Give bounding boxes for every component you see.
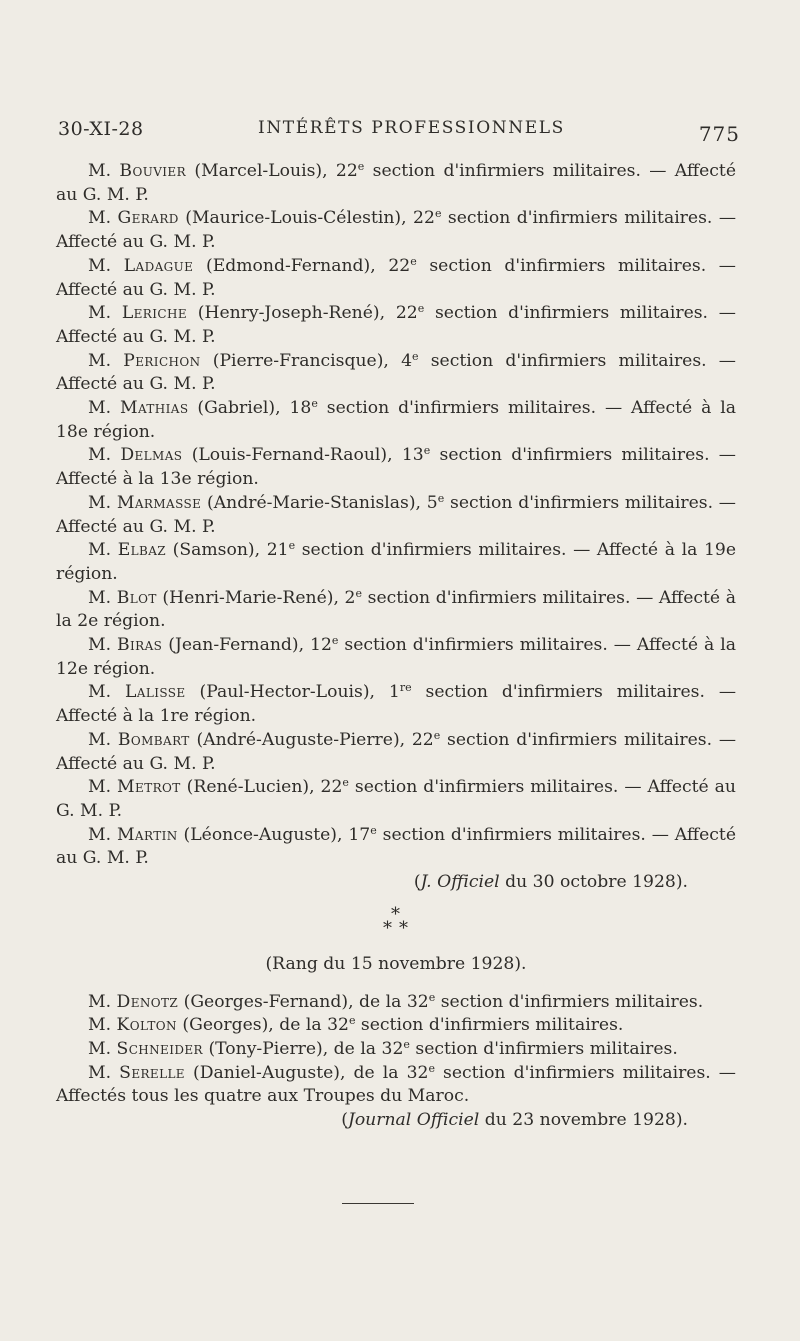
entry-details: (Henry-Joseph-René), 22 [197, 303, 418, 324]
entry-prefix: M. [88, 303, 112, 324]
entry-details: (Gabriel), 18 [197, 398, 312, 419]
document-body [56, 160, 736, 1133]
entry-name: Delmas [120, 445, 183, 466]
entry-rest: section d'infirmiers militaires. — Affectés tous les quatre aux Troupes du Maroc. [56, 1062, 736, 1107]
entry-rest: section d'infirmiers militaires. — Affecté au G. M. P. [56, 208, 737, 253]
appointment-entry [56, 207, 736, 254]
entry-sup: e [412, 349, 419, 363]
header-title: INTÉRÊTS PROFESSIONNELS [258, 118, 565, 138]
appointment-entry [56, 444, 736, 491]
appointment-entry [56, 539, 736, 586]
entry-sup: e [370, 823, 377, 837]
appointment-list-november [56, 991, 736, 1110]
entry-rest: section d'infirmiers militaires. [355, 1015, 624, 1036]
appointment-entry [56, 776, 736, 823]
entry-sup: e [433, 728, 441, 742]
entry-prefix: M. [88, 1015, 112, 1036]
appointment-entry [56, 255, 736, 302]
page-header [58, 118, 740, 150]
entry-rest: section d'infirmiers militaires. — Affecté au G. M. P. [56, 161, 736, 205]
asterisk-right: * [399, 917, 408, 939]
entry-sup: e [348, 1014, 356, 1028]
entry-sup: e [410, 254, 417, 268]
entry-sup: e [357, 160, 365, 173]
entry-details: (André-Marie-Stanislas), 5 [207, 492, 438, 513]
entry-name: Mathias [119, 398, 189, 419]
appointment-entry [56, 1038, 736, 1062]
entry-name: Bombart [117, 729, 190, 750]
entry-rest: section d'infirmiers militaires. — Affecté au G. M. P. [56, 492, 736, 537]
appointment-entry [56, 160, 736, 207]
header-date: 30-XI-28 [58, 118, 144, 140]
entry-rest: section d'infirmiers militaires. — Affecté à la 13e région. [56, 445, 736, 490]
rank-date-heading: (Rang du 15 novembre 1928). [265, 953, 527, 974]
entry-prefix: M. [88, 824, 112, 845]
entry-details: (Henri-Marie-René), 2 [162, 587, 356, 608]
appointment-entry [56, 302, 736, 349]
entry-name: Lalisse [124, 682, 186, 703]
entry-sup: e [355, 586, 362, 600]
entry-details: (Edmond-Fernand), 22 [205, 255, 411, 276]
entry-name: Elbaz [117, 540, 167, 561]
entry-details: (Jean-Fernand), 12 [168, 635, 332, 656]
entry-rest: section d'infirmiers militaires. — Affecté au G. M. P. [56, 729, 737, 774]
entry-name: Gerard [117, 208, 179, 229]
end-rule [342, 1203, 414, 1204]
entry-details: (Marcel-Louis), 22 [194, 161, 358, 181]
entry-details: (Léonce-Auguste), 17 [183, 824, 371, 845]
entry-name: Biras [117, 635, 163, 656]
entry-name: Perichon [123, 350, 201, 371]
entry-name: Serelle [119, 1062, 185, 1083]
entry-rest: section d'infirmiers militaires. — Affecté à la 12e région. [56, 635, 736, 679]
entry-details: (André-Auguste-Pierre), 22 [196, 729, 434, 750]
entry-rest: section d'infirmiers militaires. [409, 1038, 678, 1059]
entry-prefix: M. [88, 398, 112, 419]
entry-sup: e [331, 634, 339, 648]
appointment-entry [56, 350, 736, 397]
entry-details: (Georges-Fernand), de la 32 [183, 991, 429, 1012]
appointment-list-october [56, 160, 736, 871]
entry-prefix: M. [88, 635, 112, 656]
entry-rest: section d'infirmiers militaires. — Affecté au G. M. P. [56, 303, 736, 347]
entry-rest: section d'infirmiers militaires. — Affecté à la 1re région. [56, 682, 737, 727]
page-number: 775 [698, 122, 740, 146]
appointment-entry [56, 991, 736, 1015]
appointment-entry [56, 587, 736, 634]
entry-prefix: M. [88, 1038, 112, 1059]
entry-name: Leriche [121, 303, 187, 324]
appointment-entry [56, 824, 736, 871]
entry-name: Metrot [117, 777, 181, 798]
entry-sup: e [428, 990, 436, 1004]
entry-name: Marmasse [116, 492, 202, 513]
appointment-entry [56, 492, 736, 539]
appointment-entry [56, 634, 736, 681]
entry-sup: e [434, 207, 442, 221]
entry-details: (Louis-Fernand-Raoul), 13 [191, 445, 424, 466]
entry-rest: section d'infirmiers militaires. [435, 991, 704, 1012]
entry-name: Martin [116, 824, 178, 845]
appointment-entry [56, 1062, 736, 1109]
entry-prefix: M. [88, 255, 112, 276]
entry-sup: e [288, 539, 296, 553]
entry-prefix: M. [88, 1062, 112, 1083]
entry-prefix: M. [88, 682, 112, 703]
appointment-entry [56, 681, 736, 728]
entry-sup: e [437, 491, 445, 505]
entry-prefix: M. [88, 587, 112, 608]
entry-sup: e [403, 1037, 410, 1051]
entry-sup: e [428, 1061, 435, 1075]
entry-prefix: M. [88, 540, 112, 561]
entry-sup: e [417, 302, 425, 316]
entry-name: Schneider [116, 1038, 203, 1059]
source-citation-october: (J. Officiel du 30 octobre 1928). [413, 872, 688, 893]
asterisk-top: * [391, 903, 400, 925]
section-separator-asterism [56, 897, 736, 947]
source-citation-november: (Journal Officiel du 23 novembre 1928). [341, 1110, 688, 1131]
entry-rest: section d'infirmiers militaires. — Affecté au G. M. P. [56, 824, 736, 869]
entry-sup: e [342, 776, 349, 790]
entry-name: Kolton [116, 1015, 177, 1036]
entry-rest: section d'infirmiers militaires. — Affecté au G. M. P. [56, 350, 736, 395]
entry-rest: section d'infirmiers militaires. — Affecté au G. M. P. [56, 777, 737, 821]
entry-prefix: M. [88, 777, 112, 798]
entry-details: (Tony-Pierre), de la 32 [208, 1038, 404, 1059]
entry-prefix: M. [88, 208, 112, 229]
entry-details: (Paul-Hector-Louis), 1 [199, 682, 400, 703]
entry-name: Denotz [116, 991, 179, 1012]
entry-rest: section d'infirmiers militaires. — Affecté au G. M. P. [56, 255, 736, 300]
entry-prefix: M. [88, 729, 112, 750]
appointment-entry [56, 729, 736, 776]
entry-name: Bouvier [119, 161, 187, 181]
entry-rest: section d'infirmiers militaires. — Affecté à la 18e région. [56, 398, 736, 442]
entry-prefix: M. [88, 492, 112, 513]
entry-prefix: M. [88, 161, 112, 181]
entry-sup: re [399, 681, 412, 695]
entry-sup: e [311, 397, 318, 411]
entry-details: (Georges), de la 32 [182, 1015, 349, 1036]
entry-rest: section d'infirmiers militaires. — Affecté à la 2e région. [56, 587, 736, 632]
entry-prefix: M. [88, 350, 112, 371]
entry-name: Ladague [123, 255, 194, 276]
entry-details: (René-Lucien), 22 [186, 777, 343, 798]
entry-details: (Maurice-Louis-Célestin), 22 [185, 208, 435, 229]
appointment-entry [56, 397, 736, 444]
entry-details: (Pierre-Francisque), 4 [212, 350, 413, 371]
entry-prefix: M. [88, 445, 112, 466]
asterisk-left: * [383, 917, 392, 939]
appointment-entry [56, 1014, 736, 1038]
entry-details: (Daniel-Auguste), de la 32 [193, 1062, 429, 1083]
entry-sup: e [423, 444, 431, 458]
entry-prefix: M. [88, 991, 112, 1012]
entry-name: Blot [116, 587, 157, 608]
entry-rest: section d'infirmiers militaires. — Affecté à la 19e région. [56, 540, 736, 584]
entry-details: (Samson), 21 [172, 540, 289, 561]
